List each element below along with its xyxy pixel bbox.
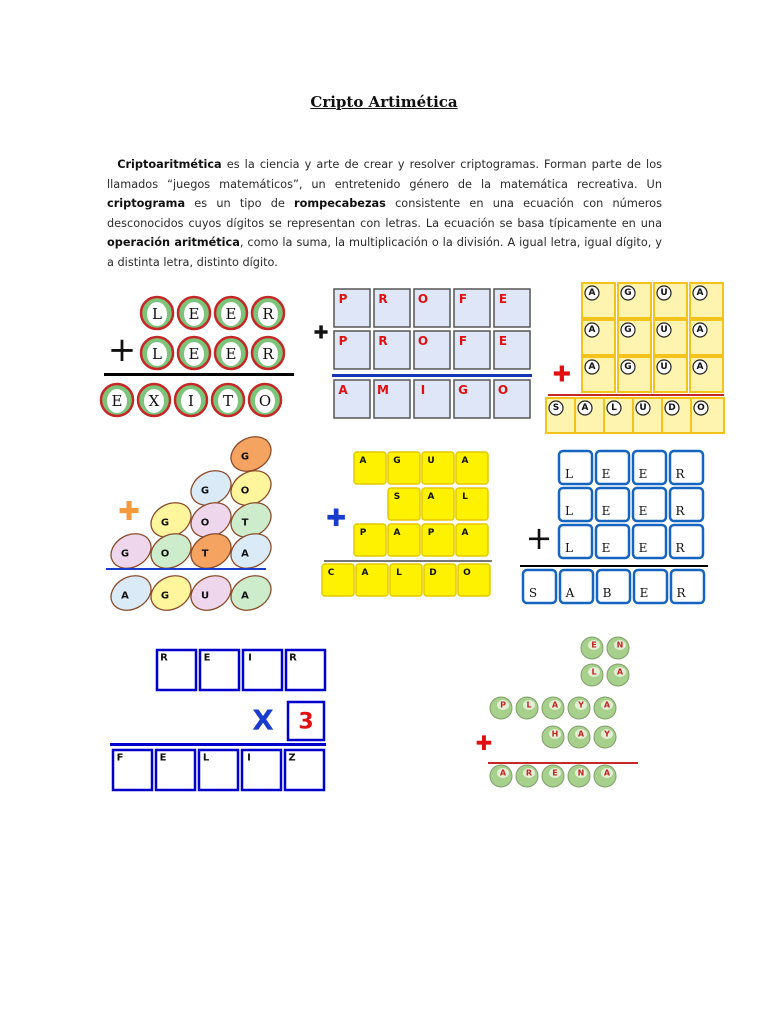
- tile-letter: G: [624, 362, 632, 372]
- puzzle-leer-saber: [520, 448, 710, 608]
- ball-letter: L: [152, 305, 162, 323]
- tile-letter: O: [697, 403, 705, 413]
- tile-letter: A: [696, 362, 704, 372]
- ball-letter: R: [262, 345, 274, 363]
- box-letter: R: [378, 292, 388, 306]
- egg-letter: T: [241, 517, 249, 529]
- box-letter: E: [601, 467, 611, 481]
- sum-line: [332, 374, 532, 377]
- box-letter: L: [565, 541, 573, 555]
- box-letter: P: [338, 292, 348, 306]
- box-letter: I: [248, 652, 252, 664]
- tile-letter: A: [588, 362, 596, 372]
- tile-letter: G: [624, 325, 632, 335]
- egg-addend-4: [225, 527, 277, 575]
- tile-letter: L: [396, 568, 402, 578]
- box-letter: E: [601, 504, 611, 518]
- box-letter: E: [639, 586, 649, 600]
- box-addend-3: [559, 525, 592, 558]
- ball-letter: L: [152, 345, 162, 363]
- tile-letter: U: [427, 456, 435, 466]
- box-letter: R: [378, 334, 388, 348]
- tile-letter: A: [588, 325, 596, 335]
- box-letter: R: [675, 467, 685, 481]
- plus-operator: ✚: [313, 322, 329, 344]
- sum-line: [324, 560, 492, 562]
- box-letter: A: [338, 383, 348, 397]
- box-letter: E: [601, 541, 611, 555]
- tile-result: [390, 564, 422, 596]
- tile-letter: S: [552, 403, 560, 413]
- box-letter: B: [602, 586, 612, 600]
- plus-operator: ✚: [475, 731, 493, 755]
- tile-letter: A: [427, 492, 435, 502]
- box-letter: E: [498, 292, 508, 306]
- tile-letter: G: [624, 288, 632, 298]
- box-letter: O: [417, 292, 429, 306]
- product-line: [110, 743, 326, 746]
- box-letter: E: [498, 334, 508, 348]
- tile-letter: S: [393, 492, 401, 502]
- box-letter: L: [565, 504, 573, 518]
- plus-operator: ✚: [552, 362, 572, 388]
- tile-letter: A: [696, 325, 704, 335]
- para-text-3: consistente en una ecuación con números desconocidos cuyos dígitos se representan con letras. La ecuación se basa típicamente en una: [107, 197, 662, 230]
- ball-letter: E: [188, 345, 200, 363]
- box-letter: R: [676, 586, 686, 600]
- multiplier-digit: 3: [298, 709, 314, 735]
- egg-letter: A: [241, 548, 249, 560]
- plus-operator: ✚: [325, 504, 347, 532]
- puzzle-agua-caldo: [318, 446, 498, 606]
- box-letter: S: [528, 586, 538, 600]
- box-letter: A: [565, 586, 575, 600]
- egg-result: [185, 569, 237, 617]
- sum-line: [488, 762, 638, 764]
- box-letter: R: [675, 541, 685, 555]
- egg-letter: U: [200, 590, 210, 602]
- ball-letter: A: [603, 700, 611, 710]
- ball-letter: A: [577, 729, 585, 739]
- tile-letter: L: [462, 492, 468, 502]
- tile-letter: G: [393, 456, 401, 466]
- egg-letter: G: [200, 485, 210, 497]
- plus-operator: +: [107, 330, 137, 370]
- ball-letter: A: [603, 768, 611, 778]
- tile-letter: A: [588, 288, 596, 298]
- puzzle-reir-feliz: [108, 646, 330, 794]
- tile-letter: C: [327, 568, 335, 578]
- box-letter: E: [638, 541, 648, 555]
- ball-letter: H: [551, 729, 559, 739]
- ball-letter: A: [551, 700, 559, 710]
- ball-letter: A: [616, 667, 624, 677]
- tile-letter: A: [696, 288, 704, 298]
- egg-result: [225, 569, 277, 617]
- tile-letter: A: [461, 456, 469, 466]
- ball-letter: E: [188, 305, 200, 323]
- box-addend-2: [559, 488, 592, 521]
- tile-letter: U: [639, 403, 647, 413]
- ball-letter: N: [616, 640, 624, 650]
- puzzle-leer-exito: [104, 288, 294, 420]
- ball-letter: E: [225, 305, 237, 323]
- tile-letter: A: [361, 568, 369, 578]
- egg-letter: O: [240, 485, 250, 497]
- ball-letter: O: [258, 392, 272, 410]
- box-letter: L: [565, 467, 573, 481]
- egg-result: [145, 569, 197, 617]
- egg-addend-4: [145, 527, 197, 575]
- sum-line: [548, 394, 724, 396]
- ball-letter: I: [188, 392, 194, 410]
- tile-letter: O: [463, 568, 471, 578]
- egg-letter: O: [200, 517, 210, 529]
- ball-letter: L: [526, 700, 532, 710]
- box-letter: F: [116, 752, 124, 764]
- puzzle-agua-saludo: [548, 282, 724, 434]
- egg-letter: O: [160, 548, 170, 560]
- egg-letter: A: [121, 590, 129, 602]
- box-result: [414, 380, 450, 418]
- tile-letter: A: [461, 528, 469, 538]
- ball-letter: X: [148, 392, 160, 410]
- box-letter: Z: [288, 752, 296, 764]
- term-operacion-aritmetica: operación aritmética: [107, 236, 240, 250]
- term-criptograma: criptograma: [107, 197, 186, 211]
- egg-letter: T: [201, 548, 209, 560]
- tile-letter: U: [660, 288, 668, 298]
- ball-letter: R: [262, 305, 274, 323]
- box-letter: F: [458, 292, 468, 306]
- box-letter: E: [159, 752, 167, 764]
- sum-line: [104, 373, 294, 376]
- term-criptoaritmetica: Criptoaritmética: [117, 158, 222, 171]
- para-text-1: es la ciencia y arte de crear y resolver criptogramas. Forman parte de los llamados “juegos matemáticos”, un entretenido género de la matemática recreativa. Un: [107, 158, 662, 191]
- ball-letter: E: [111, 392, 123, 410]
- box-letter: R: [675, 504, 685, 518]
- box-letter: I: [420, 383, 426, 397]
- ball-letter: E: [552, 768, 558, 778]
- ball-letter: N: [577, 768, 585, 778]
- egg-letter: G: [160, 517, 170, 529]
- egg-letter: G: [160, 590, 170, 602]
- tile-letter: P: [427, 528, 435, 538]
- egg-letter: G: [240, 451, 250, 463]
- sum-line: [520, 565, 708, 567]
- ball-letter: Y: [604, 729, 610, 739]
- tile-letter: A: [393, 528, 401, 538]
- box-letter: G: [458, 383, 468, 397]
- box-letter: F: [458, 334, 468, 348]
- egg-letter: G: [120, 548, 130, 560]
- box-letter: O: [417, 334, 429, 348]
- tile-letter: U: [660, 325, 668, 335]
- box-letter: L: [202, 752, 210, 764]
- egg-result: [105, 569, 157, 617]
- box-letter: E: [638, 467, 648, 481]
- tile-letter: D: [429, 568, 437, 578]
- tile-letter: A: [581, 403, 589, 413]
- tile-letter: P: [359, 528, 367, 538]
- para-text-4: , como la suma, la multiplicación o la división. A igual letra, igual dígito, y a distinta letra, distinto dígito.: [107, 236, 662, 269]
- box-letter: E: [203, 652, 211, 664]
- box-letter: P: [338, 334, 348, 348]
- term-rompecabezas: rompecabezas: [294, 197, 386, 211]
- box-addend-1: [559, 451, 592, 484]
- egg-addend-4: [105, 527, 157, 575]
- puzzle-profe-amigo: [310, 287, 534, 421]
- box-letter: E: [638, 504, 648, 518]
- page-title: Cripto Artimética: [310, 93, 458, 111]
- tile-letter: U: [660, 362, 668, 372]
- box-letter: M: [377, 383, 389, 397]
- plus-operator: ✚: [118, 497, 140, 527]
- ball-letter: L: [591, 667, 597, 677]
- box-letter: I: [247, 752, 251, 764]
- ball-letter: T: [222, 392, 234, 410]
- puzzle-en-la-playa: [474, 634, 642, 798]
- intro-paragraph: [107, 155, 662, 273]
- tile-letter: D: [668, 403, 676, 413]
- tile-letter: L: [611, 403, 617, 413]
- times-operator: X: [252, 703, 274, 737]
- sum-line: [106, 568, 266, 570]
- ball-letter: E: [591, 640, 597, 650]
- ball-letter: Y: [578, 700, 584, 710]
- tile-letter: A: [359, 456, 367, 466]
- ball-letter: P: [500, 700, 506, 710]
- tile-addend-2: [456, 488, 488, 520]
- ball-letter: R: [525, 768, 533, 778]
- egg-addend-4: [185, 527, 237, 575]
- ball-letter: E: [225, 345, 237, 363]
- box-letter: O: [497, 383, 509, 397]
- puzzle-gota-agua: [104, 430, 270, 610]
- box-letter: R: [289, 652, 297, 664]
- ball-letter: A: [499, 768, 507, 778]
- box-letter: R: [160, 652, 168, 664]
- para-text-2: es un tipo de: [185, 197, 295, 211]
- egg-letter: A: [241, 590, 249, 602]
- plus-operator: +: [525, 519, 553, 557]
